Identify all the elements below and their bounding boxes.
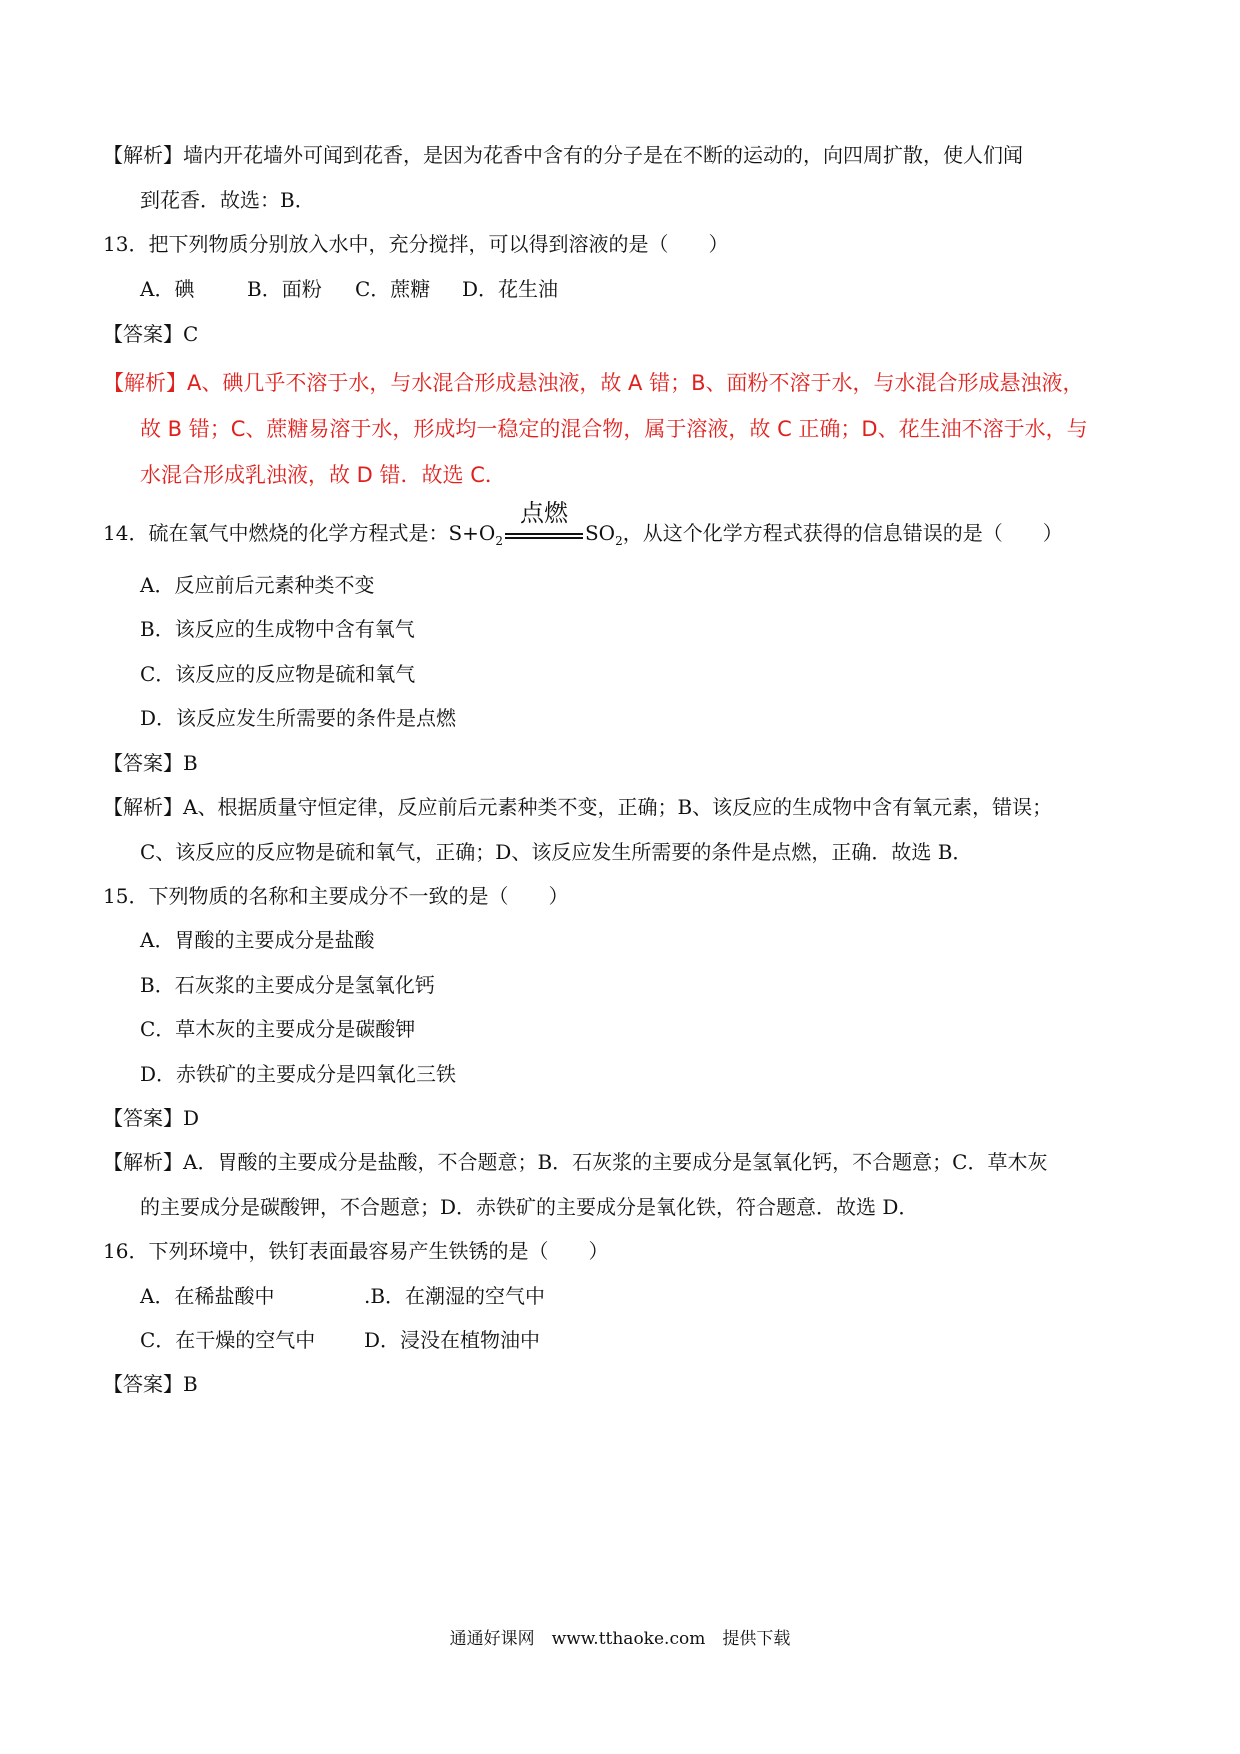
so2-subscript: 2 [615,534,623,548]
q13-analysis-line3: 水混合形成乳浊液，故 D 错．故选 C． [140,463,506,487]
q16-option-c: C．在干燥的空气中 [140,1328,316,1352]
q14-analysis-line2: C、该反应的反应物是硫和氧气，正确；D、该反应发生所需要的条件是点燃，正确．故选 B． [140,840,973,864]
q16-question: 16．下列环境中，铁钉表面最容易产生铁锈的是（ ） [103,1239,609,1263]
q14-question-prefix: 14．硫在氧气中燃烧的化学方程式是：S+O [103,521,496,545]
q15-analysis-line2: 的主要成分是碳酸钾，不合题意；D．赤铁矿的主要成分是氧化铁，符合题意．故选 D． [140,1195,919,1219]
q15-analysis-line1: 【解析】A．胃酸的主要成分是盐酸，不合题意；B．石灰浆的主要成分是氢氧化钙，不合题意；C．草木灰 [103,1150,1048,1174]
reaction-arrow [505,498,583,545]
o2-subscript: 2 [495,534,503,548]
q12-analysis-line1: 【解析】墙内开花墙外可闻到花香，是因为花香中含有的分子是在不断的运动的，向四周扩散，使人们闻 [103,143,1023,167]
q13-question: 13．把下列物质分别放入水中，充分搅拌，可以得到溶液的是（ ） [103,232,729,256]
q15-answer: 【答案】D [103,1106,200,1130]
q13-option-b: B．面粉 [247,277,322,301]
q13-answer: 【答案】C [103,322,199,346]
q14-option-c: C．该反应的反应物是硫和氧气 [140,662,416,686]
q14-question-suffix: ，从这个化学方程式获得的信息错误的是（ ） [622,521,1063,545]
q13-analysis-line1: 【解析】A、碘几乎不溶于水，与水混合形成悬浊液，故 A 错；B、面粉不溶于水，与水混合形成悬浊液， [103,371,1084,395]
q14-option-b: B．该反应的生成物中含有氧气 [140,617,415,641]
q16-option-a: A．在稀盐酸中 [140,1284,275,1308]
q14-option-a: A．反应前后元素种类不变 [140,573,375,597]
q13-option-d: D．花生油 [462,277,559,301]
q14-product: SO [584,521,616,545]
q13-option-c: C．蔗糖 [355,277,431,301]
q14-answer: 【答案】B [103,751,198,775]
q14-option-d: D．该反应发生所需要的条件是点燃 [140,706,457,730]
q15-option-a: A．胃酸的主要成分是盐酸 [140,928,375,952]
q13-option-a: A．碘 [140,277,195,301]
q14-analysis-line1: 【解析】A、根据质量守恒定律，反应前后元素种类不变，正确；B、该反应的生成物中含有氧元素，错误； [103,795,1053,819]
q15-question: 15．下列物质的名称和主要成分不一致的是（ ） [103,884,569,908]
q15-option-c: C．草木灰的主要成分是碳酸钾 [140,1017,416,1041]
page-footer: 通通好课网 www.tthaoke.com 提供下载 [449,1629,791,1649]
q14-question [103,498,1063,555]
q16-option-d: D．浸没在植物油中 [364,1328,541,1352]
q13-analysis-line2: 故 B 错；C、蔗糖易溶于水，形成均一稳定的混合物，属于溶液，故 C 正确；D、花生油不溶于水，与 [140,417,1088,441]
q15-option-d: D．赤铁矿的主要成分是四氧化三铁 [140,1062,457,1086]
q16-answer: 【答案】B [103,1372,198,1396]
q15-option-b: B．石灰浆的主要成分是氢氧化钙 [140,973,435,997]
q16-option-b: .B．在潮湿的空气中 [364,1284,546,1308]
q12-analysis-line2: 到花香．故选：B． [140,188,315,212]
reaction-condition: 点燃 [519,498,568,527]
